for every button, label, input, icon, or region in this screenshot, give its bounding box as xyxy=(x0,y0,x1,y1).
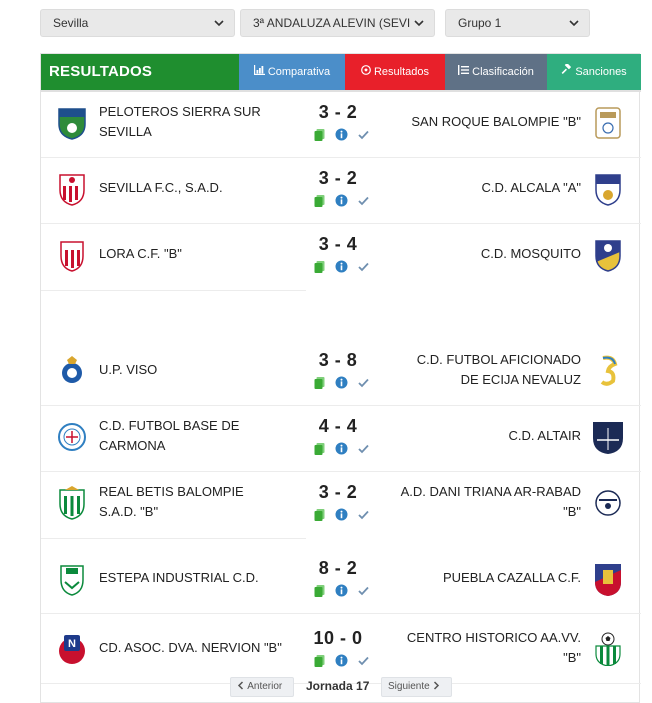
home-team-crest-icon xyxy=(57,238,87,272)
tab-resultados-label: Resultados xyxy=(373,66,430,78)
home-team-name[interactable] xyxy=(99,244,309,264)
away-team-name-line: PUEBLA CAZALLA C.F. xyxy=(442,570,581,585)
away-team-name-line: C.D. ALTAIR xyxy=(508,428,581,443)
away-team-name-line: C.D. FUTBOL AFICIONADO xyxy=(416,352,581,367)
check-icon xyxy=(357,442,370,455)
bar-chart-icon xyxy=(254,54,265,90)
tab-sanciones-label: Sanciones xyxy=(575,66,627,78)
match-row[interactable] xyxy=(41,472,641,538)
chevron-down-icon xyxy=(212,10,226,36)
info-icon[interactable] xyxy=(335,584,348,597)
list-icon xyxy=(458,54,469,90)
next-label: Siguiente xyxy=(388,681,430,692)
away-team-name-line: CENTRO HISTORICO AA.VV. xyxy=(406,630,581,645)
home-team-name-line: PELOTEROS SIERRA SUR xyxy=(99,104,261,119)
tab-clasificacion[interactable] xyxy=(445,54,547,90)
chevron-down-icon xyxy=(412,10,426,36)
match-score: 3 - 2 xyxy=(318,102,358,122)
home-team-name[interactable] xyxy=(99,178,309,198)
previous-button[interactable] xyxy=(230,677,294,697)
home-team-name[interactable] xyxy=(99,416,309,456)
results-card xyxy=(40,53,640,703)
match-report-icon[interactable] xyxy=(313,194,326,207)
match-actions xyxy=(313,654,371,668)
away-team-name-line: SAN ROQUE BALOMPIE "B" xyxy=(411,114,581,129)
competition-select-value: 3ª ANDALUZA ALEVIN (SEVI xyxy=(253,16,411,30)
match-report-icon[interactable] xyxy=(313,376,326,389)
away-team-name[interactable] xyxy=(371,112,581,132)
match-row[interactable] xyxy=(41,158,641,224)
match-actions xyxy=(313,128,371,142)
match-score: 3 - 4 xyxy=(318,234,358,254)
chevron-right-icon xyxy=(432,681,440,692)
home-team-name-line: SEVILLA F.C., S.A.D. xyxy=(99,180,223,195)
home-team-name-line: SEVILLA xyxy=(99,124,152,139)
check-icon xyxy=(357,376,370,389)
match-score: 3 - 2 xyxy=(318,168,358,188)
away-team-crest-icon xyxy=(593,354,623,388)
section-title: RESULTADOS xyxy=(49,63,153,80)
match-actions xyxy=(313,584,371,598)
check-icon xyxy=(357,260,370,273)
away-team-crest-icon xyxy=(593,632,623,666)
match-row[interactable] xyxy=(41,340,641,406)
tab-clasificacion-label: Clasificación xyxy=(472,66,534,78)
away-team-crest-icon xyxy=(593,106,623,140)
tab-comparativa[interactable] xyxy=(239,54,345,90)
match-report-icon[interactable] xyxy=(313,584,326,597)
match-score: 3 - 2 xyxy=(318,482,358,502)
match-actions xyxy=(313,260,371,274)
away-team-name-line: C.D. ALCALA "A" xyxy=(481,180,581,195)
info-icon[interactable] xyxy=(335,194,348,207)
group-select[interactable] xyxy=(445,9,590,37)
check-icon xyxy=(357,128,370,141)
away-team-name[interactable] xyxy=(371,244,581,264)
match-report-icon[interactable] xyxy=(313,442,326,455)
home-team-crest-icon xyxy=(57,354,87,388)
home-team-name[interactable] xyxy=(99,638,309,658)
tab-resultados[interactable] xyxy=(345,54,445,90)
province-select-value: Sevilla xyxy=(53,16,89,30)
match-row[interactable] xyxy=(41,618,641,684)
info-icon[interactable] xyxy=(335,128,348,141)
home-team-name-line: ESTEPA INDUSTRIAL C.D. xyxy=(99,570,259,585)
check-icon xyxy=(357,584,370,597)
away-team-crest-icon xyxy=(593,420,623,454)
home-team-name[interactable] xyxy=(99,360,309,380)
match-row[interactable] xyxy=(41,548,641,614)
away-team-name-line: DE ECIJA NEVALUZ xyxy=(460,372,581,387)
home-team-name[interactable] xyxy=(99,102,309,142)
away-team-name-line: A.D. DANI TRIANA AR-RABAD xyxy=(400,484,581,499)
match-actions xyxy=(313,376,371,390)
home-team-crest-icon xyxy=(57,106,87,140)
away-team-crest-icon xyxy=(593,172,623,206)
pagination xyxy=(41,677,641,699)
chevron-left-icon xyxy=(237,681,245,692)
tab-sanciones[interactable] xyxy=(547,54,641,90)
match-row[interactable] xyxy=(41,406,641,472)
home-team-name-line: U.P. VISO xyxy=(99,362,158,377)
home-team-name-line: CARMONA xyxy=(99,438,166,453)
info-icon[interactable] xyxy=(335,508,348,521)
away-team-name-line: C.D. MOSQUITO xyxy=(480,246,581,261)
info-icon[interactable] xyxy=(335,260,348,273)
away-team-name-line: "B" xyxy=(563,650,581,665)
away-team-name[interactable] xyxy=(371,350,581,390)
check-icon xyxy=(357,194,370,207)
away-team-name[interactable] xyxy=(371,568,581,588)
away-team-crest-icon xyxy=(593,238,623,272)
home-team-crest-icon xyxy=(57,486,87,520)
soccer-ball-icon xyxy=(361,54,371,90)
match-score: 8 - 2 xyxy=(318,558,358,578)
match-score: 4 - 4 xyxy=(318,416,358,436)
home-team-name[interactable] xyxy=(99,482,309,522)
match-report-icon[interactable] xyxy=(313,654,326,667)
home-team-name-line: S.A.D. "B" xyxy=(99,504,159,519)
group-select-value: Grupo 1 xyxy=(458,16,502,30)
chevron-down-icon xyxy=(567,10,581,36)
away-team-name[interactable] xyxy=(371,482,581,522)
info-icon[interactable] xyxy=(335,442,348,455)
gavel-icon xyxy=(561,54,572,90)
match-report-icon[interactable] xyxy=(313,128,326,141)
home-team-crest-icon xyxy=(57,562,87,596)
tab-comparativa-label: Comparativa xyxy=(267,66,331,78)
home-team-name-line: C.D. FUTBOL BASE DE xyxy=(99,418,240,433)
match-score: 3 - 8 xyxy=(318,350,358,370)
match-row[interactable] xyxy=(41,224,641,290)
results-header xyxy=(41,54,641,92)
province-select[interactable] xyxy=(40,9,235,37)
away-team-name[interactable] xyxy=(371,426,581,446)
match-score: 10 - 0 xyxy=(313,628,363,648)
match-report-icon[interactable] xyxy=(313,260,326,273)
svg-text:N: N xyxy=(68,638,76,650)
row-divider xyxy=(41,290,306,291)
next-button[interactable] xyxy=(381,677,452,697)
away-team-crest-icon xyxy=(593,562,623,596)
match-actions xyxy=(313,442,371,456)
filter-bar xyxy=(40,9,590,37)
current-round: Jornada 17 xyxy=(306,679,370,693)
info-icon[interactable] xyxy=(335,654,348,667)
match-report-icon[interactable] xyxy=(313,508,326,521)
home-team-name-line: CD. ASOC. DVA. NERVION "B" xyxy=(99,640,282,655)
match-row[interactable] xyxy=(41,92,641,158)
home-team-name-line: LORA C.F. "B" xyxy=(99,246,182,261)
home-team-name[interactable] xyxy=(99,568,309,588)
check-icon xyxy=(357,508,370,521)
away-team-crest-icon xyxy=(593,486,623,520)
away-team-name[interactable] xyxy=(371,628,581,668)
competition-select[interactable] xyxy=(240,9,435,37)
away-team-name-line: "B" xyxy=(563,504,581,519)
info-icon[interactable] xyxy=(335,376,348,389)
home-team-crest-icon xyxy=(57,632,87,666)
match-actions xyxy=(313,194,371,208)
home-team-crest-icon xyxy=(57,172,87,206)
home-team-crest-icon xyxy=(57,420,87,454)
check-icon xyxy=(357,654,370,667)
row-divider xyxy=(41,538,306,539)
away-team-name[interactable] xyxy=(371,178,581,198)
home-team-name-line: REAL BETIS BALOMPIE xyxy=(99,484,244,499)
previous-label: Anterior xyxy=(247,681,283,692)
match-actions xyxy=(313,508,371,522)
